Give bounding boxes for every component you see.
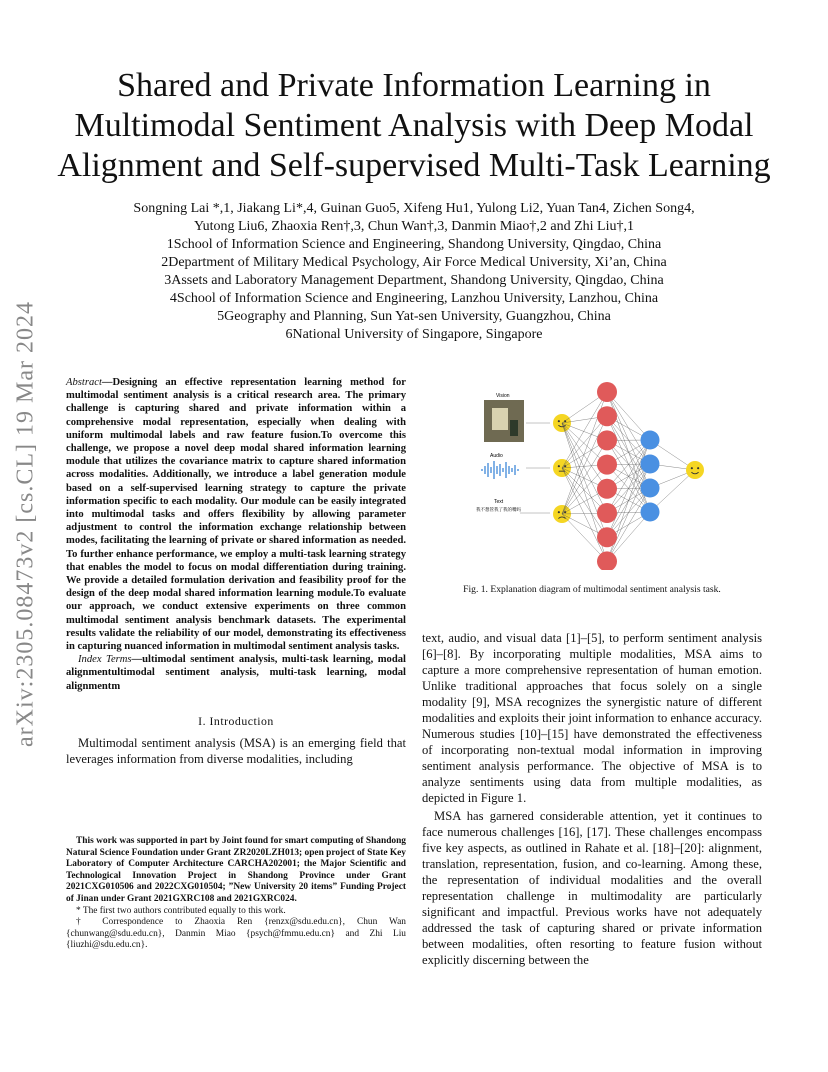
sentiment-network-diagram <box>470 380 730 570</box>
left-column <box>66 376 406 767</box>
affiliations <box>60 236 768 344</box>
vision-photo-detail <box>492 408 508 430</box>
network-edge <box>562 423 607 489</box>
network-edge <box>562 440 607 514</box>
affiliation-1: 1School of Information Science and Engineering, Shandong University, Qingdao, China <box>166 237 662 252</box>
hidden-node-red <box>597 503 617 523</box>
input-emojis <box>553 414 571 523</box>
arrow-lines <box>520 423 550 513</box>
network-edge <box>607 488 650 561</box>
label-vision: Vision <box>496 393 510 399</box>
author-line-2: Yutong Liu6, Zhaoxia Ren†,3, Chun Wan†,3, Danmin Miao†,2 and Zhi Liu†,1 <box>194 219 634 234</box>
abstract-body: —Designing an effective representation learning method for multimodal sentiment analysis is a critical research area. The primary challenge is capturing shared and private information within a comprehensive modal representation, especially when dealing with uniform multimodal labels and raw feature fusion.To overcome this challenge, we propose a novel deep modal shared information learning module that utilizes the covariance matrix to capture shared information across modalities. Additionally, we introduce a label generation module based on a self-supervised learning strategy to capture the private information specific to each modality. Our module can be easily integrated into multimodal tasks and offers flexibility by allowing parameter adjustment to control the information exchange relationship between modes, facilitating the learning of private or shared information as needed. To further enhance performance, we employ a multi-task learning strategy that enables the model to focus on modal differentiation during training. We provide a detailed formulation derivation and feasibility proof for the design of the deep modal shared information learning module.To evaluate our approach, we conduct extensive experiments on three common multimodal sentiment analysis benchmark datasets. The experimental results validate the reliability of our model, demonstrating its effectiveness in capturing nuanced information in multimodal sentiment analysis tasks. <box>66 377 406 653</box>
abstract-lead: Abstract <box>66 377 102 388</box>
right-column <box>422 630 762 968</box>
section-heading-introduction: I. Introduction <box>198 713 274 728</box>
label-audio: Audio <box>490 453 503 459</box>
footnote-correspondence: † Correspondence to Zhaoxia Ren {renzx@sdu.edu.cn}, Chun Wan {chunwang@sdu.edu.cn}, Danmin Miao {psych@fmmu.edu.cn} and Zhi Liu {liuzhi@sdu.edu.cn}. <box>66 917 406 951</box>
hidden-node-red <box>597 406 617 426</box>
index-terms <box>66 653 406 693</box>
face-circle <box>686 461 704 479</box>
arxiv-stamp <box>8 284 44 764</box>
index-terms-body: —ultimodal sentiment analysis, multi-task learning, modal alignmentultimodal sentiment analysis, multi-task learning, modal alignmentm <box>66 654 406 692</box>
author-list <box>60 200 768 236</box>
affiliation-3: 3Assets and Laboratory Management Department, Shandong University, Qingdao, China <box>164 273 664 288</box>
paper-title: Shared and Private Information Learning in Multimodal Sentiment Analysis with Deep Modal Alignment and Self-supervised Multi-Task Learning <box>57 67 771 184</box>
affiliation-5: 5Geography and Planning, Sun Yat-sen University, Guangzhou, China <box>217 309 611 324</box>
affiliation-2: 2Department of Military Medical Psychology, Air Force Medical University, Xi’an, China <box>161 255 667 270</box>
arxiv-stamp-text: arXiv:2305.08473v2 [cs.CL] 19 Mar 2024 <box>12 301 39 747</box>
text-sample: 我不想管我了我的嘴吗 <box>476 508 521 513</box>
hidden-node-blue <box>641 479 660 498</box>
face-eye <box>691 467 693 469</box>
hidden-node-red <box>597 382 617 402</box>
label-text: Text <box>494 499 504 505</box>
author-line-1: Songning Lai *,1, Jiakang Li*,4, Guinan Guo5, Xifeng Hu1, Yulong Li2, Yuan Tan4, Zichen Song4, <box>133 201 695 216</box>
hidden-node-red <box>597 527 617 547</box>
footnote-equal-contribution: * The first two authors contributed equally to this work. <box>76 905 286 916</box>
audio-waveform-icon <box>482 461 518 479</box>
hidden-node-red <box>597 479 617 499</box>
footnote-funding: This work was supported in part by Joint found for smart computing of Shandong Natural Science Foundation under Grant ZR2020LZH013; open project of State Key Laboratory of Computer Architecture CARCHA202001; the Major Scientific and Technological Innovation Project in Shandong Province under Grant 2021CXG010506 and 2022CXG010504; ”New University 20 items” Funding Project of Jinan under Grant 2021GXRC108 and 2021GXRC024. <box>66 836 406 904</box>
figure-1 <box>470 380 730 570</box>
hidden-node-red <box>597 430 617 450</box>
figure-caption: Fig. 1. Explanation diagram of multimodal sentiment analysis task. <box>463 584 721 595</box>
face-eye <box>558 511 560 513</box>
face-eye <box>697 467 699 469</box>
affiliation-6: 6National University of Singapore, Singapore <box>285 327 543 342</box>
paragraph-msa-challenges: MSA has garnered considerable attention, yet it continues to face numerous challenges [16], [17]. These challenges encompass five key aspects, as outlined in Rahate et al. [18]–[20]: alignment, translation, representation, fusion, and co-learning. Among these, the representation of individual modalities and the overall representation challenge in multimodality are particularly significant and impactful. Previous works have not adequately addressed the task of capturing shared or private information between modalities, often resorting to feature fusion without explicitly discerning between the <box>422 809 762 967</box>
hidden-node-blue <box>641 431 660 450</box>
hidden-node-blue <box>641 455 660 474</box>
paragraph-msa-modalities: text, audio, and visual data [1]–[5], to perform sentiment analysis [6]–[8]. By incorporating multiple modalities, MSA aims to capture a more comprehensive representation of human emotion. Unlike traditional approaches that focus solely on a single modality [9], MSA recognizes the synergistic nature of different modalities and exploits their joint information to enhance accuracy. Numerous studies [10]–[15] have demonstrated the effectiveness of incorporating non-textual modal information in improving sentiment analysis performance. The objective of MSA is to analyze sentiments using data from multiple modalities, as depicted in Figure 1. <box>422 631 762 805</box>
footnotes <box>66 836 406 952</box>
index-terms-lead: Index Terms <box>78 654 132 666</box>
face-eye <box>558 465 560 467</box>
network-edge <box>562 392 607 468</box>
face-eye <box>558 420 560 422</box>
abstract <box>66 376 406 653</box>
network-edges <box>562 392 695 561</box>
affiliation-4: 4School of Information Science and Engineering, Lanzhou University, Lanzhou, China <box>169 291 659 306</box>
hidden-node-blue <box>641 503 660 522</box>
hidden-node-red <box>597 455 617 475</box>
vision-photo-person <box>510 420 518 436</box>
output-happy-face-icon <box>686 461 704 479</box>
intro-paragraph: Multimodal sentiment analysis (MSA) is an emerging field that leverages information from diverse modalities, including <box>66 736 406 766</box>
output-emoji <box>686 461 704 479</box>
